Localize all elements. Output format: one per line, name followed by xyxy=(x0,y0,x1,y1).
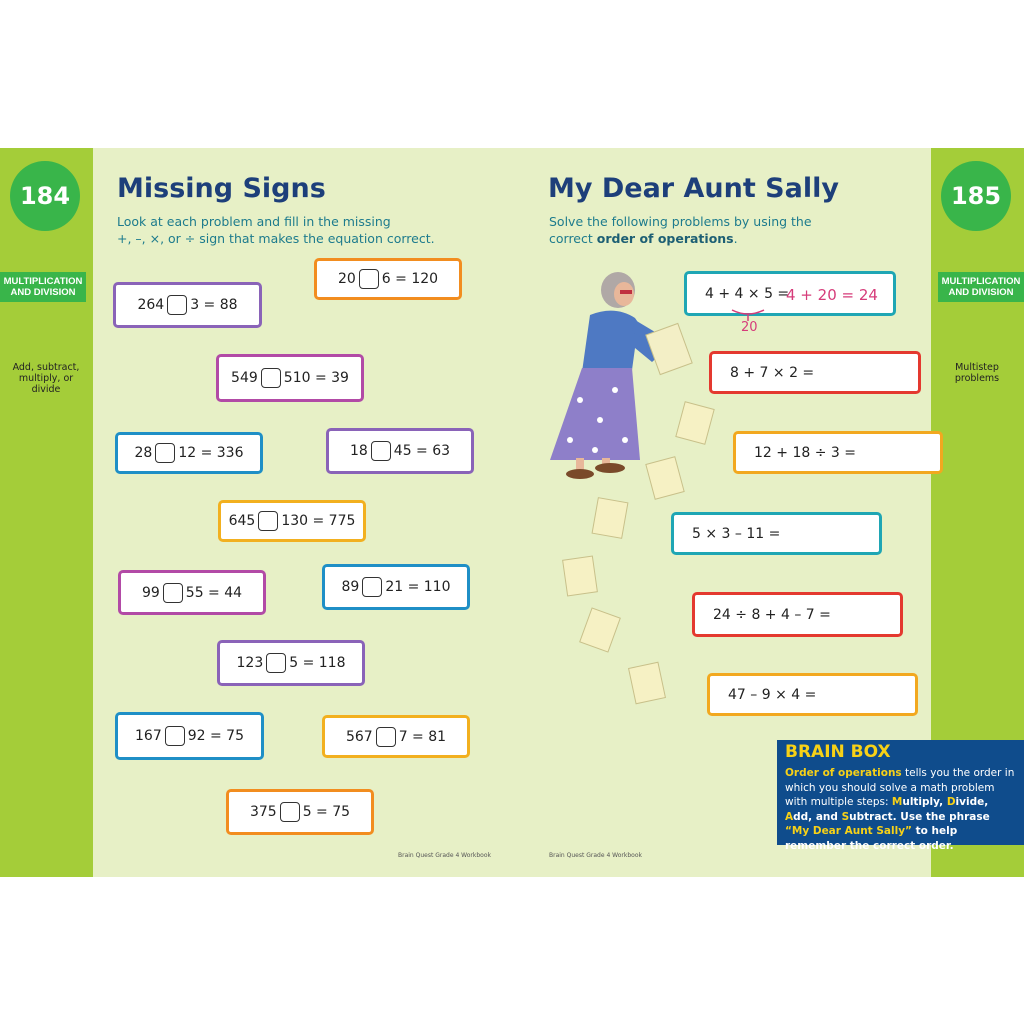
instructions-text: . xyxy=(733,231,738,246)
problem-card xyxy=(216,354,364,402)
operand: 20 xyxy=(337,271,356,287)
brain-box-phrase: “My Dear Aunt Sally” xyxy=(785,825,912,837)
operand: 375 xyxy=(249,804,277,820)
problem-expression: 8 + 7 × 2 = xyxy=(730,364,815,381)
brain-box-title: BRAIN BOX xyxy=(785,742,891,762)
problem-card xyxy=(322,564,470,610)
problem-card xyxy=(314,258,462,300)
brain-box-letter: S xyxy=(841,810,850,823)
problem-card xyxy=(322,715,470,758)
sign-answer-box[interactable] xyxy=(163,583,183,603)
equation-rest: 7 = 81 xyxy=(398,728,447,745)
order-problem-card[interactable] xyxy=(692,592,903,637)
section-tag: MULTIPLICATION AND DIVISION xyxy=(0,272,86,302)
problem-expression: 12 + 18 ÷ 3 = xyxy=(754,444,856,461)
brain-box-text-part: dd, and xyxy=(793,810,842,823)
sign-answer-box[interactable] xyxy=(266,653,286,673)
equation-rest: 21 = 110 xyxy=(385,579,451,595)
skill-description: Add, subtract, multiply, or divide xyxy=(12,362,80,395)
problem-card xyxy=(218,500,366,542)
operand: 645 xyxy=(228,513,256,529)
instructions xyxy=(549,213,812,247)
equation-rest: 6 = 120 xyxy=(381,271,439,287)
section-tag: MULTIPLICATION AND DIVISION xyxy=(938,272,1024,302)
problem-card xyxy=(217,640,365,686)
problem-card xyxy=(226,789,374,835)
equation-rest: 510 = 39 xyxy=(283,370,349,386)
order-problem-card[interactable] xyxy=(707,673,918,716)
sign-answer-box[interactable] xyxy=(261,368,281,388)
aunt-sally-illustration xyxy=(540,260,720,730)
problem-card xyxy=(115,712,264,760)
problem-expression: 4 + 4 × 5 = xyxy=(705,285,790,302)
sign-answer-box[interactable] xyxy=(376,727,396,747)
operand: 567 xyxy=(345,728,373,745)
brain-box-text-part: ivide, xyxy=(955,796,989,808)
brain-box-letter: D xyxy=(946,796,956,808)
brain-box-text-part: tells you the order in which you should solve a math problem with multiple steps: xyxy=(785,767,1015,808)
operand: 123 xyxy=(236,655,264,671)
operand: 99 xyxy=(141,584,160,601)
operand: 18 xyxy=(349,443,368,459)
brain-box xyxy=(777,740,1024,852)
equation-rest: 5 = 118 xyxy=(289,655,346,671)
sign-answer-box[interactable] xyxy=(167,295,187,315)
footer-text: Brain Quest Grade 4 Workbook xyxy=(398,852,491,859)
brain-box-text xyxy=(785,766,1017,853)
sign-answer-box[interactable] xyxy=(280,802,300,822)
equation-rest: 130 = 775 xyxy=(281,513,356,529)
brain-box-letter: A xyxy=(785,810,794,823)
instructions-bold: order of operations xyxy=(596,231,734,246)
instructions-line: +, –, ×, or ÷ sign that makes the equation correct. xyxy=(117,231,435,246)
equation-rest: 55 = 44 xyxy=(185,584,243,601)
instructions xyxy=(117,213,435,247)
equation-rest: 12 = 336 xyxy=(178,445,244,461)
sign-answer-box[interactable] xyxy=(362,577,382,597)
order-problem-card[interactable] xyxy=(733,431,943,474)
sign-answer-box[interactable] xyxy=(359,269,379,289)
problem-card xyxy=(326,428,474,474)
problem-card xyxy=(113,282,262,328)
problem-expression: 5 × 3 – 11 = xyxy=(692,525,781,542)
operand: 89 xyxy=(341,579,360,595)
order-problem-card[interactable] xyxy=(671,512,882,555)
example-answer: 4 + 20 = 24 xyxy=(786,286,878,304)
operand: 28 xyxy=(134,445,153,461)
left-sidebar xyxy=(0,148,93,877)
instructions-text: correct xyxy=(549,231,597,246)
problem-expression: 24 ÷ 8 + 4 – 7 = xyxy=(713,606,831,623)
instructions-line: Look at each problem and fill in the missing xyxy=(117,214,391,229)
brain-box-text-part: to help remember the correct order. xyxy=(785,825,958,852)
brain-box-text-part: ubtract. Use the phrase xyxy=(849,810,990,823)
page-title: My Dear Aunt Sally xyxy=(548,173,839,204)
order-problem-card[interactable] xyxy=(709,351,921,394)
problem-expression: 47 – 9 × 4 = xyxy=(728,686,817,703)
brain-box-text-part: ultiply, xyxy=(902,796,947,808)
brain-box-term: Order of operations xyxy=(785,767,902,779)
instructions-line: Solve the following problems by using the xyxy=(549,214,812,229)
equation-rest: 92 = 75 xyxy=(187,728,244,744)
operand: 167 xyxy=(135,728,162,744)
operand: 549 xyxy=(231,370,258,386)
brain-box-letter: M xyxy=(891,796,903,808)
equation-rest: 3 = 88 xyxy=(190,297,238,313)
sign-answer-box[interactable] xyxy=(155,443,175,463)
sign-answer-box[interactable] xyxy=(165,726,185,746)
instructions-line xyxy=(549,230,812,247)
sign-answer-box[interactable] xyxy=(371,441,391,461)
page-number-badge: 184 xyxy=(10,161,80,231)
skill-description: Multistep problems xyxy=(954,362,1000,384)
page-number-badge: 185 xyxy=(941,161,1011,231)
equation-rest: 5 = 75 xyxy=(302,804,351,820)
equation-rest: 45 = 63 xyxy=(393,443,451,459)
example-subresult: 20 xyxy=(741,320,758,335)
operand: 264 xyxy=(137,297,165,313)
sign-answer-box[interactable] xyxy=(258,511,278,531)
page-title: Missing Signs xyxy=(117,173,326,204)
problem-card xyxy=(115,432,263,474)
footer-text: Brain Quest Grade 4 Workbook xyxy=(549,852,642,859)
problem-card xyxy=(118,570,266,615)
